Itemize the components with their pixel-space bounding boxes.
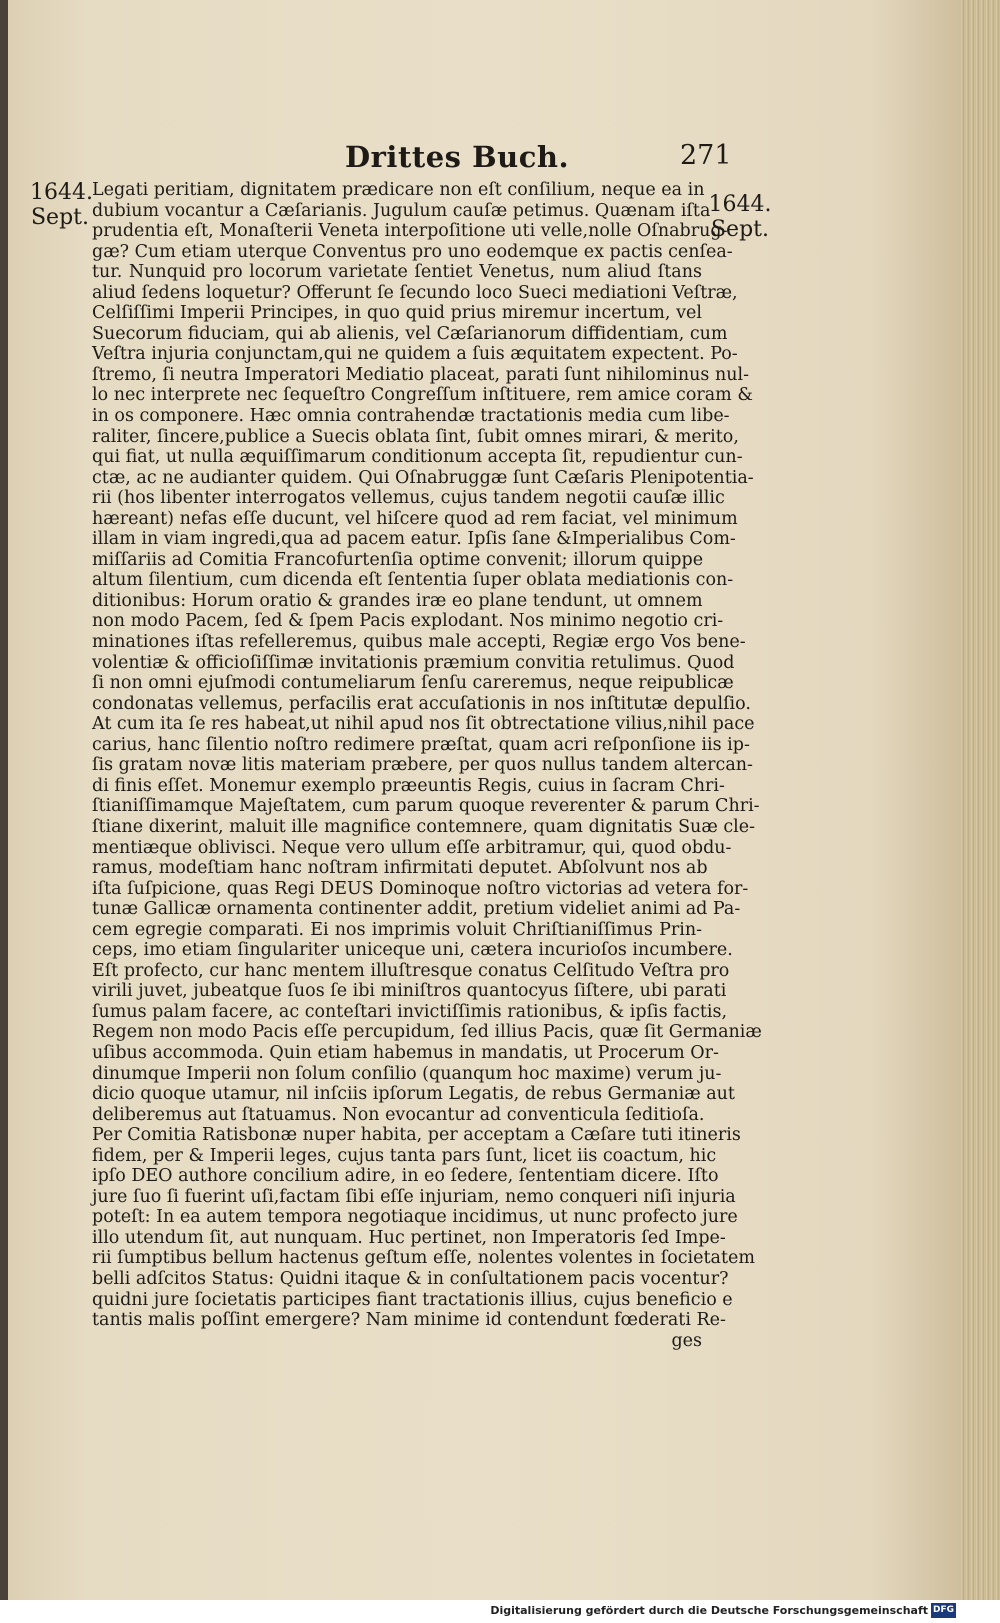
text-line: ditionibus: Horum oratio & grandes iræ eo plane tendunt, ut omnem bbox=[92, 590, 703, 611]
text-line: miſſariis ad Comitia Francofurtenſia optime convenit; illorum quippe bbox=[92, 549, 704, 570]
text-line: Per Comitia Ratisbonæ nuper habita, per acceptam a Cæſare tuti itineris bbox=[92, 1125, 741, 1146]
text-line: uſibus accommoda. Quin etiam habemus in mandatis, ut Procerum Or- bbox=[92, 1042, 719, 1063]
page-edges bbox=[960, 0, 1000, 1600]
text-line: belli adſcitos Status: Quidni itaque & in conſultationem pacis vocentur? bbox=[92, 1268, 729, 1289]
text-line: altum ſilentium, cum dicenda eſt ſententia ſuper oblata mediationis con- bbox=[92, 570, 734, 591]
text-line: At cum ita ſe res habeat,ut nihil apud nos ſit obtrectatione vilius,nihil pace bbox=[92, 714, 755, 735]
text-line: tur. Nunquid pro locorum varietate ſentiet Venetus, num aliud ſtans bbox=[92, 262, 702, 283]
text-line: condonatas vellemus, perfacilis erat accuſationis in nos inſtitutæ depulſio. bbox=[92, 693, 751, 714]
footer-credit: Digitalisierung gefördert durch die Deutsche Forschungsgemeinschaft bbox=[490, 1604, 928, 1617]
text-line: Celſiſſimi Imperii Principes, in quo quid prius miremur incertum, vel bbox=[92, 303, 702, 324]
text-line: jure ſuo ſi fuerint uſi,factam ſibi eſſe injuriam, nemo conqueri niſi injuria bbox=[92, 1186, 736, 1207]
text-line: illam in viam ingredi,qua ad pacem eatur. Ipſis ſane &Imperialibus Com- bbox=[92, 529, 736, 550]
text-line: qui fiat, ut nulla æquiſſimarum conditionum accepta ſit, repudientur cun- bbox=[92, 447, 743, 468]
text-line: di finis eſſet. Monemur exemplo præeuntis Regis, cuius in ſacram Chri- bbox=[92, 775, 725, 796]
text-line: mentiæque oblivisci. Neque vero ullum eſſe arbitramur, qui, quod obdu- bbox=[92, 837, 732, 858]
text-line: aliud ſedens loquetur? Offerunt ſe ſecundo loco Sueci mediationi Veſtræ, bbox=[92, 282, 738, 303]
text-line: cem egregie comparati. Ei nos imprimis voluit Chriſtianiſſimus Prin- bbox=[92, 919, 702, 940]
text-line: carius, hanc ſilentio noſtro redimere præſtat, quam acri reſponſione iis ip- bbox=[92, 734, 750, 755]
text-line: dubium vocantur a Cæſarianis. Jugulum cauſæ petimus. Quænam iſta bbox=[92, 200, 711, 221]
margin-year: 1644. bbox=[708, 192, 772, 217]
text-line: ſtremo, ſi neutra Imperatori Mediatio placeat, parati ſunt nihilominus nul- bbox=[92, 364, 750, 385]
text-line: in os componere. Hæc omnia contrahendæ tractationis media cum libe- bbox=[92, 406, 730, 427]
text-line: non modo Pacem, ſed & ſpem Pacis explodant. Nos minimo negotio cri- bbox=[92, 611, 724, 632]
text-line: raliter, ſincere,publice a Suecis oblata ſint, ſubit omnes mirari, & merito, bbox=[92, 426, 739, 447]
text-line: fidem, per & Imperii leges, cujus tanta pars ſunt, licet iis coactum, hic bbox=[92, 1145, 717, 1166]
text-line: ceps, imo etiam ſingulariter uniceque uni, cætera incurioſos incumbere. bbox=[92, 940, 733, 961]
text-line: ſtiane dixerint, maluit ille magnifice contemnere, quam dignitatis Suæ cle- bbox=[92, 816, 756, 837]
text-line: Suecorum fiduciam, qui ab alienis, vel Cæſarianorum diffidentiam, cum bbox=[92, 323, 728, 344]
margin-year: 1644. bbox=[30, 180, 93, 205]
left-margin-note bbox=[30, 180, 93, 230]
page-number: 271 bbox=[680, 140, 732, 171]
text-line: Regem non modo Pacis eſſe percupidum, ſed illius Pacis, quæ ſit Germaniæ bbox=[92, 1022, 762, 1043]
text-line: ſi non omni ejuſmodi contumeliarum ſenſu careremus, neque reipublicæ bbox=[92, 673, 734, 694]
text-line: ctæ, ac ne audianter quidem. Qui Oſnabruggæ ſunt Cæſaris Plenipotentia- bbox=[92, 467, 754, 488]
text-line: deliberemus aut ſtatuamus. Non evocantur ad conventicula ſeditioſa. bbox=[92, 1104, 705, 1125]
text-line: hæreant) nefas eſſe ducunt, vel hiſcere quod ad rem faciat, vel minimum bbox=[92, 508, 738, 529]
margin-month: Sept. bbox=[30, 205, 89, 230]
text-line: poteſt: In ea autem tempora negotiaque incidimus, ut nunc profecto jure bbox=[92, 1207, 738, 1228]
text-line: ſtianiſſimamque Majeſtatem, cum parum quoque reverenter & parum Chri- bbox=[92, 796, 760, 817]
text-line: tantis malis poſſint emergere? Nam minime id contendunt fœderati Re- bbox=[92, 1310, 726, 1331]
text-line: dicio quoque utamur, nil inſciis ipſorum Legatis, de rebus Germaniæ aut bbox=[92, 1084, 735, 1105]
page-header bbox=[0, 140, 1000, 180]
text-line: Legati peritiam, dignitatem prædicare non eſt conſilium, neque ea in bbox=[92, 180, 705, 200]
text-line: iſta ſuſpicione, quas Regi DEUS Dominoque noſtro victorias ad vetera for- bbox=[92, 878, 749, 899]
footer-bar bbox=[0, 1600, 1000, 1623]
text-line: minationes iſtas refelleremus, quibus male accepti, Regiæ ergo Vos bene- bbox=[92, 632, 746, 653]
text-line: rii ſumptibus bellum hactenus geſtum eſſe, nolentes volentes in ſocietatem bbox=[92, 1248, 755, 1269]
text-line: prudentia eſt, Monaſterii Veneta interpoſitione uti velle,nolle Oſnabrug- bbox=[92, 221, 728, 242]
text-line: ramus, modeſtiam hanc noſtram infirmitati deputet. Abſolvunt nos ab bbox=[92, 858, 708, 879]
text-line: gæ? Cum etiam uterque Conventus pro uno eodemque ex pactis cenſea- bbox=[92, 241, 733, 262]
catchword: ges bbox=[671, 1330, 702, 1351]
text-line: illo utendum ſit, aut nunquam. Huc pertinet, non Imperatoris ſed Impe- bbox=[92, 1227, 726, 1248]
margin-month: Sept. bbox=[710, 217, 769, 242]
text-line: rii (hos libenter interrogatos vellemus, cujus tandem negotii cauſæ illic bbox=[92, 488, 725, 509]
text-line: ipſo DEO authore concilium adire, in eo ſedere, ſententiam dicere. Iſto bbox=[92, 1166, 719, 1187]
text-line: lo nec interprete nec ſequeſtro Congreſſum inſtituere, rem amice coram & bbox=[92, 385, 753, 406]
text-line: volentiæ & officioſiſſimæ invitationis præmium convitia retulimus. Quod bbox=[92, 652, 735, 673]
text-line: ſis gratam novæ litis materiam præbere, per quos nullus tandem altercan- bbox=[92, 755, 753, 776]
text-line: Veſtra injuria conjunctam,qui ne quidem a ſuis æquitatem expectent. Po- bbox=[92, 344, 738, 365]
text-line: tunæ Gallicæ ornamenta continenter addit, pretium videliet animi ad Pa- bbox=[92, 899, 741, 920]
text-line: dinumque Imperii non ſolum conſilio (quanqum hoc maxime) verum ju- bbox=[92, 1063, 722, 1084]
text-line: quidni jure ſocietatis participes fiant tractationis illius, cujus beneficio e bbox=[92, 1289, 733, 1310]
running-head: Drittes Buch. bbox=[345, 140, 570, 174]
dfg-logo: DFG bbox=[931, 1603, 956, 1618]
text-line: Eſt profecto, cur hanc mentem illuſtresque conatus Celſitudo Veſtra pro bbox=[92, 960, 730, 981]
text-line: virili juvet, jubeatque ſuos ſe ibi miniſtros quantocyus ſiſtere, ubi parati bbox=[92, 981, 727, 1002]
text-line: ſumus palam facere, ac conteſtari invictiſſimis rationibus, & ipſis factis, bbox=[92, 1001, 728, 1022]
